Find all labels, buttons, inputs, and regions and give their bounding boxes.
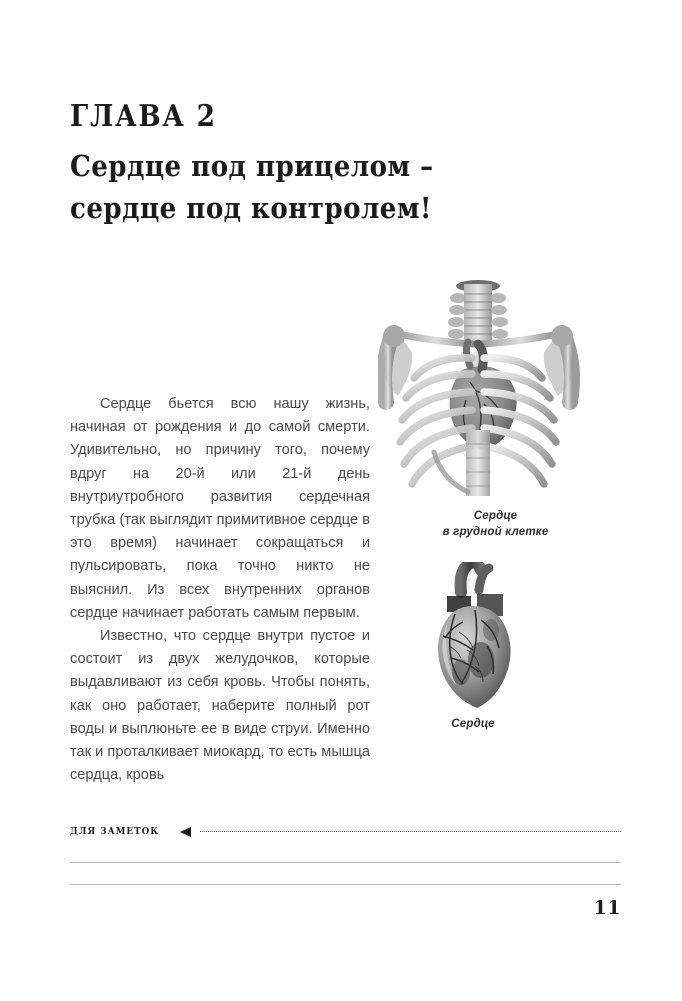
chapter-title	[70, 145, 434, 229]
figure-ribcage-caption-line-2: в грудной клетке	[442, 525, 549, 538]
chapter-heading	[70, 100, 450, 229]
figure-heart-caption-line-1: Сердце	[451, 718, 495, 730]
notes-rule-line-2	[70, 884, 621, 885]
arrow-left-icon	[180, 827, 191, 837]
chapter-title-line-2: сердце под контролем!	[70, 190, 432, 225]
body-paragraph-1: Сердце бьется всю нашу жизнь, начиная от рождения и до самой смерти. Удивительно, но причину того, почему вдруг на 20-й или 21-й день внутриутробного развития сердечная трубка (так выглядит примитивное сердце в это время) начинает сокращаться и пульсировать, пока точно никто не выяснил. Из всех внутренних органов сердце начинает работать самым первым.	[70, 396, 370, 621]
page-number: 11	[593, 897, 621, 919]
body-paragraph-2: Известно, что сердце внутри пустое и состоит из двух желудочков, которые выдавливают из себя кровь. Чтобы понять, как оно работает, наберите полный рот воды и выплюньте ее в виде струи. Именно так и проталкивает миокард, то есть мышца сердца, кровь	[70, 628, 370, 784]
chapter-title-line-1: Сердце под прицелом –	[70, 148, 434, 183]
notes-dotted-line	[200, 831, 621, 833]
notes-label: ДЛЯ ЗАМЕТОК	[70, 826, 160, 837]
figure-text-wrap-spacer	[370, 393, 621, 771]
notes-rule-line-1	[70, 862, 621, 863]
body-text	[70, 393, 621, 787]
figure-ribcage-caption-line-1: Сердце	[473, 510, 518, 522]
chapter-label: ГЛАВА 2	[70, 99, 217, 134]
notes-row	[70, 826, 621, 837]
